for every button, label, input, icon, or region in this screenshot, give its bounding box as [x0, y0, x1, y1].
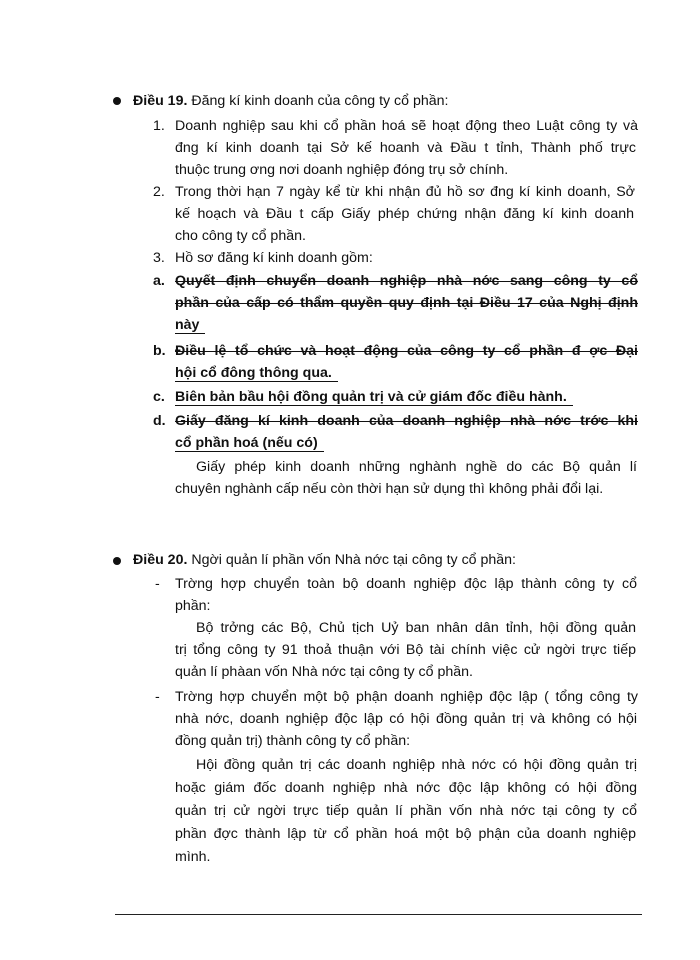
- item-number: 2.: [153, 184, 165, 200]
- article-19-heading: [133, 92, 449, 110]
- subitem-c-line-1-text: Biên bản bầu hội đồng quản trị và cử giám đốc điều hành.: [175, 389, 573, 406]
- bullet-icon: [113, 97, 121, 105]
- item-1-line-1: Doanh nghiệp sau khi cổ phần hoá sẽ hoạt động theo Luật công ty và: [175, 118, 638, 134]
- case-2-para-3: quản trị cử ngời trực tiếp quản lí phần vốn nhà nớc tại công ty cổ: [175, 803, 637, 819]
- item-number: 1.: [153, 118, 165, 134]
- subitem-d-line-1: Giấy đăng kí kinh doanh của doanh nghiệp nhà nớc trớc khi: [175, 413, 638, 429]
- article-20-label: Điều 20.: [133, 552, 188, 568]
- item-3-line-1: Hồ sơ đăng kí kinh doanh gồm:: [175, 250, 373, 266]
- subitem-d-line-2-text: cổ phần hoá (nếu có): [175, 435, 324, 452]
- footer-divider: [115, 914, 642, 915]
- article-19-label: Điều 19.: [133, 93, 188, 109]
- subitem-d-line-2: [175, 434, 324, 452]
- item-2-line-1: Trong thời hạn 7 ngày kể từ khi nhận đủ hồ sơ đng kí kinh doanh, Sở: [175, 184, 635, 200]
- note-line-2: chuyên nghành cấp nếu còn thời hạn sử dụng thì không phải đổi lại.: [175, 481, 604, 497]
- item-2-line-3: cho công ty cổ phần.: [175, 228, 306, 244]
- case-2-para-2: hoặc giám đốc doanh nghiệp nhà nớc độc lập không có hội đồng: [175, 780, 637, 796]
- article-20-title: Ngời quản lí phần vốn Nhà nớc tại công ty cổ phần:: [187, 552, 516, 568]
- case-1-para-2: trị tổng công ty 91 thoả thuận với Bộ tài chính việc cử ngời trực tiếp: [175, 642, 636, 658]
- subitem-a-line-3: [175, 316, 205, 334]
- subitem-b-line-1: Điều lệ tổ chức và hoạt động của công ty cổ phần đ ợc Đại: [175, 343, 638, 359]
- case-2-para-5: mình.: [175, 849, 211, 865]
- subitem-a-line-1: Quyết định chuyển doanh nghiệp nhà nớc sang công ty cổ: [175, 273, 638, 289]
- article-20-heading: [133, 551, 516, 569]
- subitem-c-line-1: [175, 388, 573, 406]
- subitem-letter: a.: [153, 273, 165, 289]
- item-2-line-2: kế hoạch và Đầu t cấp Giấy phép chứng nhận đăng kí kinh doanh: [175, 206, 634, 222]
- dash-marker: -: [155, 689, 160, 705]
- subitem-letter: b.: [153, 343, 166, 359]
- subitem-letter: d.: [153, 413, 166, 429]
- case-1-line-1: Trờng hợp chuyển toàn bộ doanh nghiệp độc lập thành công ty cổ: [175, 576, 637, 592]
- case-1-para-1: Bộ trởng các Bộ, Chủ tịch Uỷ ban nhân dân tỉnh, hội đồng quản: [196, 620, 636, 636]
- case-1-line-2: phần:: [175, 598, 211, 614]
- dash-marker: -: [155, 576, 160, 592]
- case-1-para-3: quản lí phàan vốn Nhà nớc tại công ty cổ phần.: [175, 664, 473, 680]
- item-number: 3.: [153, 250, 165, 266]
- subitem-b-line-2-text: hội cổ đông thông qua.: [175, 365, 338, 382]
- subitem-a-line-3-text: này: [175, 317, 205, 334]
- bullet-icon: [113, 557, 121, 565]
- case-2-line-3: đồng quản trị) thành công ty cổ phần:: [175, 733, 411, 749]
- case-2-para-4: phần đợc thành lập từ cổ phần hoá một bộ phận của doanh nghiệp: [175, 826, 636, 842]
- item-1-line-3: thuộc trung ơng nơi doanh nghiệp đóng trụ sở chính.: [175, 162, 509, 178]
- subitem-b-line-2: [175, 364, 338, 382]
- case-2-line-2: nhà nớc, doanh nghiệp độc lập có hội đồng quản trị và không có hội: [175, 711, 637, 727]
- subitem-letter: c.: [153, 389, 165, 405]
- case-2-para-1: Hội đồng quản trị các doanh nghiệp nhà nớc có hội đồng quản trị: [196, 757, 637, 773]
- note-line-1: Giấy phép kinh doanh những nghành nghề do các Bộ quản lí: [196, 459, 637, 475]
- subitem-a-line-2: phần của cấp có thẩm quyền quy định tại Điều 17 của Nghị định: [175, 295, 638, 311]
- article-19-title: Đăng kí kinh doanh của công ty cổ phần:: [187, 93, 449, 109]
- case-2-line-1: Trờng hợp chuyển một bộ phận doanh nghiệp độc lập ( tổng công ty: [175, 689, 638, 705]
- item-1-line-2: đng kí kinh doanh tại Sở kế hoanh và Đầu t tỉnh, Thành phố trực: [175, 140, 636, 156]
